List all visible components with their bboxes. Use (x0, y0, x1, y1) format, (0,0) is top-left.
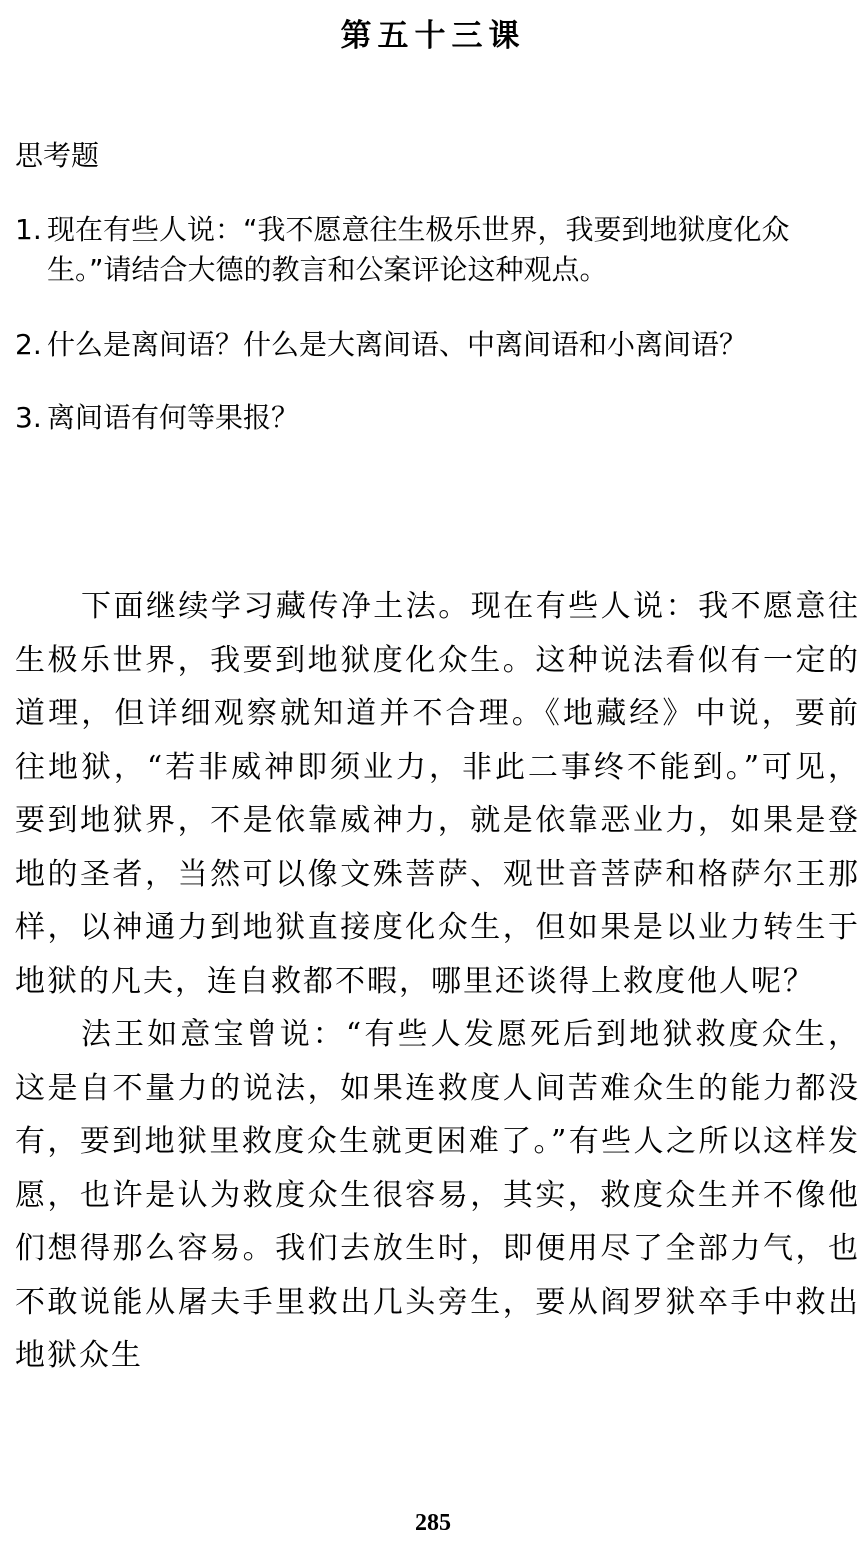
question-item-1 (15, 210, 860, 290)
page-title: 第五十三课 (340, 18, 526, 54)
question-text: 离间语有何等果报？ (47, 401, 300, 434)
question-number: 3. (15, 401, 42, 434)
body-paragraph-1: 下面继续学习藏传净土法。现在有些人说：我不愿意往生极乐世界，我要到地狱度化众生。这种说法看似有一定的道理，但详细观察就知道并不合理。《地藏经》中说，要前往地狱，“若非威神即须业力，非此二事终不能到。”可见，要到地狱界，不是依靠威神力，就是依靠恶业力，如果是登地的圣者，当然可以像文殊菩萨、观世音菩萨和格萨尔王那样，以神通力到地狱直接度化众生，但如果是以业力转生于地狱的凡夫，连自救都不暇，哪里还谈得上救度他人呢？ (15, 589, 860, 999)
question-item-2 (15, 325, 860, 365)
body-text (15, 580, 860, 1383)
questions-heading: 思考题 (15, 139, 100, 172)
body-paragraph-2: 法王如意宝曾说：“有些人发愿死后到地狱救度众生，这是自不量力的说法，如果连救度人间苦难众生的能力都没有，要到地狱里救度众生就更困难了。”有些人之所以这样发愿，也许是认为救度众生很容易，其实，救度众生并不像他们想得那么容易。我们去放生时，即便用尽了全部力气，也不敢说能从屠夫手里救出几头旁生，要从阎罗狱卒手中救出地狱众生 (15, 1017, 860, 1373)
page-number: 285 (415, 1510, 451, 1536)
question-number: 1. (15, 213, 42, 246)
question-text: 什么是离间语？什么是大离间语、中离间语和小离间语？ (47, 328, 748, 361)
question-text: 现在有些人说：“我不愿意往生极乐世界，我要到地狱度化众生。”请结合大德的教言和公案评论这种观点。 (47, 213, 790, 286)
question-item-3 (15, 398, 860, 438)
question-number: 2. (15, 328, 42, 361)
